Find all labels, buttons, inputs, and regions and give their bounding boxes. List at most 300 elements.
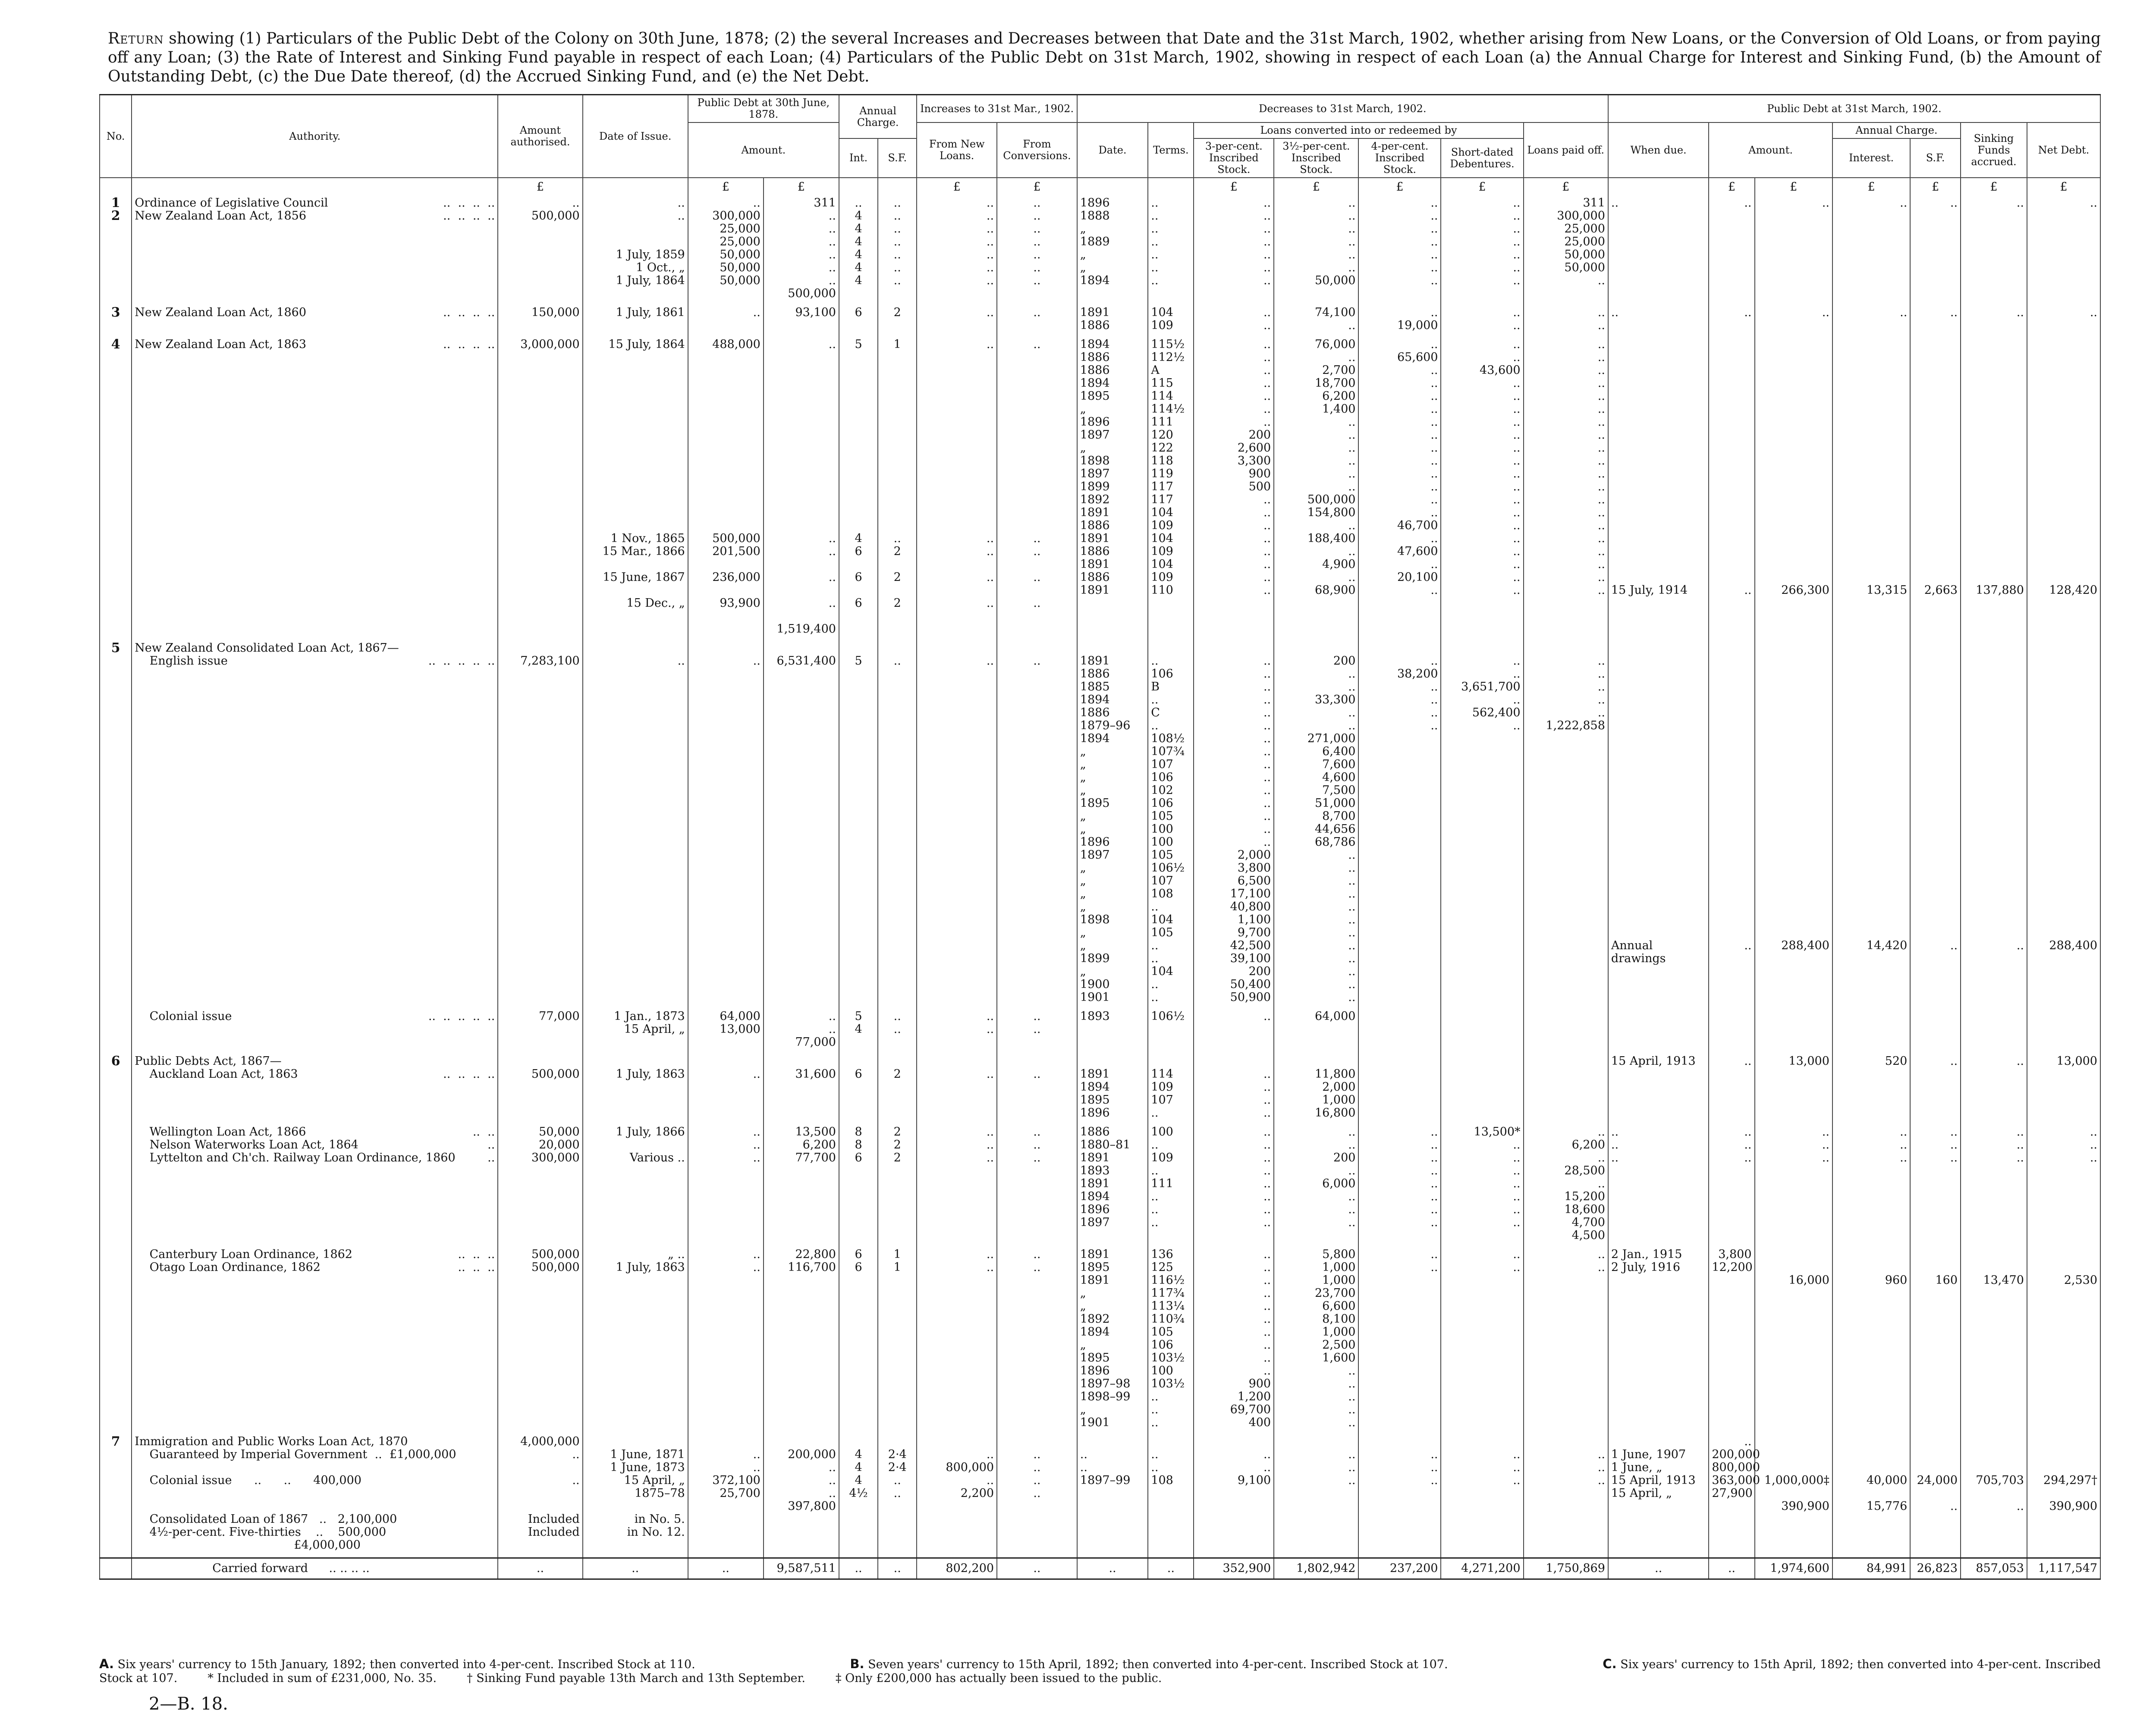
amount-1878-b-cell: 200,000 .. .. .. 397,800 xyxy=(764,1435,839,1552)
amount-authorised-cell: 500,000 500,000 xyxy=(498,1248,582,1430)
spacer-cell xyxy=(1524,1243,1608,1248)
spacer-cell xyxy=(1148,1430,1194,1435)
int-rate-cell: 8 8 6 xyxy=(839,1125,878,1243)
increase-conversions-cell: .. .. .. .. .. xyxy=(997,338,1077,636)
spacer-cell xyxy=(1832,1552,1910,1558)
spacer-cell xyxy=(1910,636,1961,641)
header-sinking-funds: Sinking Funds accrued. xyxy=(1961,122,2027,178)
int-rate-cell: 6 6 xyxy=(839,1248,878,1430)
authority-name: Public Debts Act, 1867— Auckland Loan Act, 1863 xyxy=(135,1054,298,1081)
spacer-cell xyxy=(132,1120,498,1125)
three-pc-stock-cell: .. .. .. .. .. .. .. 200 2,600 3,300 900 500 .. .. .. .. .. .. .. .. xyxy=(1194,338,1274,636)
total-loans-paid-off: 1,750,869 xyxy=(1524,1558,1608,1579)
interest-1902-cell: 960 xyxy=(1832,1248,1910,1430)
spacer-cell xyxy=(2027,301,2100,306)
four-pc-stock-cell: .. 65,600 .. .. .. .. .. .. .. .. .. .. .. .. 46,700 .. 47,600 .. 20,100 .. xyxy=(1358,338,1441,636)
authority-cell xyxy=(132,1435,498,1552)
spacer-cell xyxy=(917,1004,997,1010)
three-pc-stock-cell: .. .. .. .. .. .. .. .. xyxy=(1194,1125,1274,1243)
spacer-cell xyxy=(1608,1049,1709,1054)
increase-new-loans-cell: .. .. xyxy=(917,1010,997,1049)
spacer-cell xyxy=(997,1430,1077,1435)
spacer-cell xyxy=(764,1049,839,1054)
header-interest: Interest. xyxy=(1832,138,1910,178)
spacer-cell xyxy=(132,333,498,338)
increase-conversions-cell: .. xyxy=(997,1054,1077,1120)
int-rate-cell: 4 4 4 4½ xyxy=(839,1435,878,1552)
sf-1902-cell: .. xyxy=(1910,196,1961,301)
spacer-cell xyxy=(1608,301,1709,306)
header-amount-1878: Amount. xyxy=(688,122,839,178)
sf-1902-cell xyxy=(1910,1010,1961,1049)
amount-authorised-cell: 500,000 xyxy=(498,1054,582,1120)
spacer-cell xyxy=(1524,1049,1608,1054)
spacer-cell xyxy=(498,1430,582,1435)
spacer-cell xyxy=(1832,301,1910,306)
amount-1902-a-cell: .. .. .. xyxy=(1709,1125,1754,1243)
amount-1878-a-cell: .. 300,000 25,000 25,000 50,000 50,000 50,000 xyxy=(688,196,764,301)
spacer-cell xyxy=(764,1120,839,1125)
spacer-cell xyxy=(764,636,839,641)
spacer-cell xyxy=(839,333,878,338)
footnote-double-dagger: ‡ Only £200,000 has actually been issued to the public. xyxy=(836,1672,1162,1685)
spacer-cell xyxy=(2027,1430,2100,1435)
spacer-cell xyxy=(1358,1552,1441,1558)
spacer-row xyxy=(100,1120,2100,1125)
spacer-cell xyxy=(997,1243,1077,1248)
spacer-cell xyxy=(839,636,878,641)
total-amount-1878: 9,587,511 xyxy=(764,1558,839,1579)
spacer-cell xyxy=(1524,636,1608,641)
amount-1902-a-cell: .. xyxy=(1709,1054,1754,1120)
when-due-cell: 15 April, 1913 xyxy=(1608,1054,1709,1120)
spacer-cell xyxy=(2027,333,2100,338)
table-row xyxy=(100,1248,2100,1430)
header-annual-charge-1902: Annual Charge. xyxy=(1832,122,1961,138)
total-new-loans: 802,200 xyxy=(917,1558,997,1579)
footnote-a-key: A. xyxy=(99,1657,114,1671)
amount-authorised-cell: .. 500,000 xyxy=(498,196,582,301)
four-pc-stock-cell xyxy=(1358,1054,1441,1120)
pound-sign: £ xyxy=(997,178,1077,196)
table-row xyxy=(100,196,2100,301)
spacer-cell xyxy=(878,636,917,641)
net-debt-cell: 128,420 xyxy=(2027,338,2100,636)
header-terms: Terms. xyxy=(1148,122,1194,178)
leader-dots: .. .. .. .. xyxy=(329,1562,370,1575)
spacer-cell xyxy=(1524,1430,1608,1435)
spacer-cell xyxy=(132,1430,498,1435)
table-row xyxy=(100,338,2100,636)
footnote-b-text: Seven years' currency to 15th April, 1892; then converted into 4-per-cent. Inscribed Stock at 107. xyxy=(868,1658,1448,1671)
spacer-cell xyxy=(1832,1243,1910,1248)
spacer-cell xyxy=(1441,1049,1523,1054)
pound-sign: £ xyxy=(688,178,764,196)
four-pc-stock-cell xyxy=(1358,1010,1441,1049)
footnote-a xyxy=(99,1657,695,1672)
sinking-funds-accrued-cell: .. .. .. xyxy=(1961,1125,2027,1243)
increase-conversions-cell: .. .. xyxy=(997,1010,1077,1049)
spacer-cell xyxy=(1608,1552,1709,1558)
three-half-pc-stock-cell: 64,000 xyxy=(1274,1010,1358,1049)
spacer-cell xyxy=(1709,1120,1754,1125)
footnotes xyxy=(99,1657,2101,1685)
header-four-pc: 4-per-cent. Inscribed Stock. xyxy=(1358,138,1441,178)
amount-1878-a-cell: .. .. .. xyxy=(688,1125,764,1243)
sf-rate-cell: .. .. .. .. .. .. .. xyxy=(878,196,917,301)
spacer-row xyxy=(100,333,2100,338)
spacer-cell xyxy=(1274,1430,1358,1435)
spacer-cell xyxy=(583,1430,688,1435)
footnote-dagger: † Sinking Fund payable 13th March and 13th September. xyxy=(467,1672,805,1685)
spacer-cell xyxy=(2027,1552,2100,1558)
three-half-pc-stock-cell: .. .. 200 .. 6,000 .. .. .. xyxy=(1274,1125,1358,1243)
spacer-cell xyxy=(132,301,498,306)
increase-new-loans-cell: .. xyxy=(917,306,997,333)
spacer-cell xyxy=(1755,333,1832,338)
spacer-cell xyxy=(917,1049,997,1054)
spacer-cell xyxy=(1709,1049,1754,1054)
sinking-funds-accrued-cell: 705,703 .. xyxy=(1961,1435,2027,1552)
spacer-row xyxy=(100,1004,2100,1010)
spacer-cell xyxy=(132,636,498,641)
net-debt-cell: 294,297† 390,900 xyxy=(2027,1435,2100,1552)
amount-1878-b-cell: .. .. .. .. .. 1,519,400 xyxy=(764,338,839,636)
interest-1902-cell: 14,420 xyxy=(1832,641,1910,1004)
spacer-cell xyxy=(1961,1552,2027,1558)
when-due-cell: .. xyxy=(1608,306,1709,333)
three-half-pc-stock-cell: 11,800 2,000 1,000 16,800 xyxy=(1274,1054,1358,1120)
four-pc-stock-cell: .. .. .. .. .. .. .. .. xyxy=(1358,1125,1441,1243)
amount-1902-b-cell xyxy=(1755,1010,1832,1049)
spacer-cell xyxy=(1755,1430,1832,1435)
spacer-cell xyxy=(1910,1004,1961,1010)
spacer-cell xyxy=(1961,1430,2027,1435)
terms-cell: .. .. .. .. .. .. .. xyxy=(1148,196,1194,301)
when-due-cell: Annual drawings xyxy=(1608,641,1709,1004)
spacer-cell xyxy=(1524,1004,1608,1010)
four-pc-stock-cell: .. .. .. xyxy=(1358,1435,1441,1552)
row-number-cell xyxy=(100,1125,132,1243)
header-short-dated: Short-dated Debentures. xyxy=(1441,138,1523,178)
spacer-cell xyxy=(1441,1004,1523,1010)
increase-conversions-cell: .. .. xyxy=(997,1248,1077,1430)
spacer-cell xyxy=(839,1430,878,1435)
spacer-cell xyxy=(1832,1120,1910,1125)
interest-1902-cell: 520 xyxy=(1832,1054,1910,1120)
spacer-cell xyxy=(1608,1243,1709,1248)
authority-name: Immigration and Public Works Loan Act, 1870 Guaranteed by Imperial Government .. £1,000,000 Colonial issue .. .. 400,000 Consolidated Loan of 1867 .. 2,100,000 4½-per-cent. Five-thirties .. 500,000 £4,000,000 xyxy=(135,1435,456,1552)
total-amount-authorised: .. xyxy=(498,1558,582,1579)
footnote-b-key: B. xyxy=(850,1657,864,1671)
spacer-cell xyxy=(839,1552,878,1558)
sf-rate-cell: 1 .. 2 2 2 xyxy=(878,338,917,636)
row-number-cell xyxy=(100,1248,132,1430)
amount-1902-b-cell: .. xyxy=(1755,196,1832,301)
interest-1902-cell xyxy=(1832,1010,1910,1049)
spacer-cell xyxy=(1194,1049,1274,1054)
net-debt-cell: .. xyxy=(2027,306,2100,333)
spacer-cell xyxy=(764,1552,839,1558)
spacer-cell xyxy=(764,1243,839,1248)
header-debt-1902: Public Debt at 31st March, 1902. xyxy=(1608,95,2100,123)
pound-sign: £ xyxy=(2027,178,2100,196)
four-pc-stock-cell: .. .. xyxy=(1358,1248,1441,1430)
spacer-cell xyxy=(1441,301,1523,306)
spacer-cell xyxy=(583,1049,688,1054)
spacer-cell xyxy=(583,1552,688,1558)
amount-1902-a-cell: .. 200,000 800,000 363,000 27,900 xyxy=(1709,1435,1754,1552)
row-number-cell: 5 xyxy=(100,641,132,1004)
decrease-date-cell: 1893 xyxy=(1077,1010,1148,1049)
amount-1878-b-cell: 31,600 xyxy=(764,1054,839,1120)
spacer-cell xyxy=(1524,333,1608,338)
total-terms: .. xyxy=(1148,1558,1194,1579)
terms-cell: 106½ xyxy=(1148,1010,1194,1049)
sinking-funds-accrued-cell: 137,880 xyxy=(1961,338,2027,636)
pound-sign: £ xyxy=(1910,178,1961,196)
spacer-cell xyxy=(100,1004,132,1010)
spacer-cell xyxy=(917,301,997,306)
header-converted-by: Loans converted into or redeemed by xyxy=(1194,122,1523,138)
carried-forward-row xyxy=(100,1558,2100,1579)
leader-dots: .. .. .. .. xyxy=(443,306,495,319)
int-rate-cell: .. 4 4 4 4 4 4 xyxy=(839,196,878,301)
table-row xyxy=(100,1435,2100,1552)
spacer-cell xyxy=(1077,1552,1148,1558)
spacer-cell xyxy=(1441,636,1523,641)
spacer-cell xyxy=(1608,1120,1709,1125)
leader-dots: .. .. .. .. xyxy=(472,1125,495,1164)
spacer-cell xyxy=(1910,333,1961,338)
when-due-cell: .. xyxy=(1608,196,1709,301)
spacer-cell xyxy=(997,1004,1077,1010)
total-four-pc: 237,200 xyxy=(1358,1558,1441,1579)
total-date: .. xyxy=(1077,1558,1148,1579)
spacer-cell xyxy=(2027,1243,2100,1248)
footnote-c-continued: Stock at 107. xyxy=(99,1672,178,1685)
header-date: Date. xyxy=(1077,122,1148,178)
sf-1902-cell: 160 xyxy=(1910,1248,1961,1430)
spacer-cell xyxy=(132,1243,498,1248)
spacer-cell xyxy=(997,333,1077,338)
spacer-cell xyxy=(1709,1004,1754,1010)
decrease-date-cell: 1896 1888 „ 1889 „ „ 1894 xyxy=(1077,196,1148,301)
short-dated-debentures-cell: .. .. 3,651,700 .. 562,400 .. xyxy=(1441,641,1523,1004)
spacer-cell xyxy=(1709,1243,1754,1248)
total-short-dated: 4,271,200 xyxy=(1441,1558,1523,1579)
amount-authorised-cell: 77,000 xyxy=(498,1010,582,1049)
sinking-funds-accrued-cell: .. xyxy=(1961,641,2027,1004)
header-amount-authorised: Amount authorised. xyxy=(498,95,582,178)
int-rate-cell: 6 xyxy=(839,1054,878,1120)
amount-1902-a-cell: .. xyxy=(1709,306,1754,333)
spacer-cell xyxy=(1148,1552,1194,1558)
leader-dots: .. .. .. .. .. xyxy=(428,654,495,668)
spacer-cell xyxy=(997,1552,1077,1558)
spacer-cell xyxy=(1524,1120,1608,1125)
spacer-cell xyxy=(764,1430,839,1435)
date-of-issue-cell: 1 July, 1861 xyxy=(583,306,688,333)
sf-1902-cell: 2,663 xyxy=(1910,338,1961,636)
amount-authorised-cell: 7,283,100 xyxy=(498,641,582,1004)
spacer-cell xyxy=(498,1552,582,1558)
sf-rate-cell: 1 1 xyxy=(878,1248,917,1430)
terms-cell: .. 106 B .. C .. 108½ 107¾ 107 106 102 106 105 100 100 105 106½ 107 108 .. 104 105 .. .. 104 .. .. xyxy=(1148,641,1194,1004)
spacer-row xyxy=(100,1049,2100,1054)
header-increases: Increases to 31st Mar., 1902. xyxy=(917,95,1077,123)
loans-paid-off-cell: .. .. xyxy=(1524,1248,1608,1430)
spacer-cell xyxy=(1755,1049,1832,1054)
three-half-pc-stock-cell: 76,000 .. 2,700 18,700 6,200 1,400 .. .. .. .. .. .. 500,000 154,800 .. 188,400 .. 4,900 .. 68,900 xyxy=(1274,338,1358,636)
three-pc-stock-cell: .. xyxy=(1194,1010,1274,1049)
decrease-date-cell: 1886 1880–81 1891 1893 1891 1894 1896 1897 xyxy=(1077,1125,1148,1243)
amount-1902-a-cell: 3,800 12,200 xyxy=(1709,1248,1754,1430)
row-number-cell: 7 xyxy=(100,1435,132,1552)
spacer-cell xyxy=(764,1004,839,1010)
amount-1878-b-cell: 93,100 xyxy=(764,306,839,333)
increase-new-loans-cell: .. .. .. .. .. xyxy=(917,338,997,636)
leader-dots: .. .. .. .. .. .. .. .. xyxy=(443,196,495,223)
spacer-cell xyxy=(1709,1552,1754,1558)
spacer-cell xyxy=(1077,1430,1148,1435)
spacer-cell xyxy=(583,333,688,338)
table-row xyxy=(100,641,2100,1004)
spacer-cell xyxy=(1077,1120,1148,1125)
date-of-issue-cell: 1 Jan., 1873 15 April, „ xyxy=(583,1010,688,1049)
carried-forward-label: Carried forward xyxy=(212,1562,308,1575)
amount-1878-b-cell: .. .. 77,000 xyxy=(764,1010,839,1049)
spacer-cell xyxy=(1709,636,1754,641)
spacer-cell xyxy=(2027,1049,2100,1054)
when-due-cell xyxy=(1608,1010,1709,1049)
decrease-date-cell: 1891 1886 1885 1894 1886 1879–96 1894 „ „ „ „ 1895 „ „ 1896 1897 „ „ „ „ 1898 „ „ 1899 „ 1900 1901 xyxy=(1077,641,1148,1004)
total-amount-1902-a: .. xyxy=(1709,1558,1754,1579)
spacer-cell xyxy=(498,1049,582,1054)
interest-1902-cell: .. xyxy=(1832,196,1910,301)
short-dated-debentures-cell: .. .. xyxy=(1441,306,1523,333)
table-caption xyxy=(108,29,2101,86)
four-pc-stock-cell: .. 38,200 .. .. .. .. xyxy=(1358,641,1441,1004)
amount-1902-a-cell xyxy=(1709,1010,1754,1049)
spacer-cell xyxy=(1910,1552,1961,1558)
date-of-issue-cell: 1 June, 1871 1 June, 1873 15 April, „ 1875–78 in No. 5. in No. 12. xyxy=(583,1435,688,1552)
spacer-cell xyxy=(1148,333,1194,338)
total-amount-1878-a: .. xyxy=(688,1558,764,1579)
increase-conversions-cell: .. xyxy=(997,641,1077,1004)
date-of-issue-cell: 1 July, 1863 xyxy=(583,1054,688,1120)
amount-1902-a-cell: .. xyxy=(1709,196,1754,301)
spacer-cell xyxy=(878,1049,917,1054)
total-amount-1902: 1,974,600 xyxy=(1755,1558,1832,1579)
four-pc-stock-cell: .. .. .. .. .. .. .. xyxy=(1358,196,1441,301)
short-dated-debentures-cell: .. .. xyxy=(1441,1248,1523,1430)
spacer-row xyxy=(100,301,2100,306)
spacer-cell xyxy=(764,301,839,306)
three-pc-stock-cell: .. .. .. .. .. .. .. .. .. .. 900 1,200 69,700 400 xyxy=(1194,1248,1274,1430)
authority-name: New Zealand Loan Act, 1863 xyxy=(135,338,307,351)
footnote-a-text: Six years' currency to 15th January, 1892; then converted into 4-per-cent. Inscribed Stock at 110. xyxy=(117,1658,695,1671)
table-row xyxy=(100,1125,2100,1243)
spacer-cell xyxy=(1148,1049,1194,1054)
three-half-pc-stock-cell: .. .. .. xyxy=(1274,1435,1358,1552)
spacer-cell xyxy=(878,333,917,338)
spacer-cell xyxy=(1148,636,1194,641)
currency-units-row xyxy=(100,178,2100,196)
total-net-debt: 1,117,547 xyxy=(2027,1558,2100,1579)
spacer-cell xyxy=(583,636,688,641)
spacer-cell xyxy=(583,1243,688,1248)
total-three-half-pc: 1,802,942 xyxy=(1274,1558,1358,1579)
table-row xyxy=(100,306,2100,333)
spacer-cell xyxy=(1358,1120,1441,1125)
decrease-date-cell: .. .. 1897–99 xyxy=(1077,1435,1148,1552)
spacer-cell xyxy=(688,1430,764,1435)
short-dated-debentures-cell: .. .. .. .. .. .. .. xyxy=(1441,196,1523,301)
spacer-cell xyxy=(839,1243,878,1248)
interest-1902-cell: .. xyxy=(1832,306,1910,333)
loans-paid-off-cell: .. .. xyxy=(1524,306,1608,333)
spacer-cell xyxy=(1608,1430,1709,1435)
sf-1902-cell: .. xyxy=(1910,306,1961,333)
pound-sign: £ xyxy=(1961,178,2027,196)
sinking-funds-accrued-cell: .. xyxy=(1961,196,2027,301)
authority-cell xyxy=(132,1010,498,1049)
footnote-c-key: C. xyxy=(1603,1657,1617,1671)
spacer-cell xyxy=(688,1552,764,1558)
spacer-cell xyxy=(1832,333,1910,338)
spacer-cell xyxy=(1961,636,2027,641)
when-due-cell: 1 June, 1907 1 June, „ 15 April, 1913 15 April, „ xyxy=(1608,1435,1709,1552)
spacer-cell xyxy=(688,1004,764,1010)
spacer-cell xyxy=(1441,1430,1523,1435)
three-half-pc-stock-cell: .. .. .. .. .. .. 50,000 xyxy=(1274,196,1358,301)
int-rate-cell: 5 xyxy=(839,641,878,1004)
date-of-issue-cell: 15 July, 1864 1 Nov., 1865 15 Mar., 1866 15 June, 1867 15 Dec., „ xyxy=(583,338,688,636)
header-loans-paid-off: Loans paid off. xyxy=(1524,122,1608,178)
sf-1902-cell: 24,000 .. xyxy=(1910,1435,1961,1552)
amount-1878-a-cell: 64,000 13,000 xyxy=(688,1010,764,1049)
sf-rate-cell: 2 xyxy=(878,1054,917,1120)
authority-cell xyxy=(132,1054,498,1120)
spacer-cell xyxy=(1832,636,1910,641)
amount-1902-b-cell: .. .. .. xyxy=(1755,1125,1832,1243)
footnote-b xyxy=(850,1657,1448,1672)
authority-name: Canterbury Loan Ordinance, 1862 Otago Loan Ordinance, 1862 xyxy=(149,1248,352,1274)
caption-text: showing (1) Particulars of the Public Debt of the Colony on 30th June, 1878; (2) the several Increases and Decreases between that Date and the 31st March, 1902, whether arising from New Loans, or the Conversion of Old Loans, or from paying off any Loan; (3) the Rate of Interest and Sinking Fund payable in respect of each Loan; (4) Particulars of the Public Debt on 31st March, 1902, showing in respect of each Loan (a) the Annual Charge for Interest and Sinking Fund, (b) the Amount of Outstanding Debt, (c) the Due Date thereof, (d) the Accrued Sinking Fund, and (e) the Net Debt. xyxy=(108,30,2101,85)
spacer-cell xyxy=(764,333,839,338)
increase-conversions-cell: .. .. .. xyxy=(997,1125,1077,1243)
date-of-issue-cell: 1 July, 1866 Various .. xyxy=(583,1125,688,1243)
spacer-cell xyxy=(878,1004,917,1010)
spacer-cell xyxy=(1194,333,1274,338)
public-debt-return-table xyxy=(99,94,2101,1580)
total-int: .. xyxy=(839,1558,878,1579)
amount-authorised-cell: 150,000 xyxy=(498,306,582,333)
spacer-cell xyxy=(1608,1004,1709,1010)
spacer-cell xyxy=(498,301,582,306)
spacer-cell xyxy=(1961,1004,2027,1010)
spacer-cell xyxy=(1274,1049,1358,1054)
pound-sign: £ xyxy=(1274,178,1358,196)
total-when-due: .. xyxy=(1608,1558,1709,1579)
spacer-cell xyxy=(1274,1243,1358,1248)
spacer-cell xyxy=(917,1120,997,1125)
spacer-cell xyxy=(1441,333,1523,338)
amount-1902-b-cell: 288,400 xyxy=(1755,641,1832,1004)
header-three-half-pc: 3½-per-cent. Inscribed Stock. xyxy=(1274,138,1358,178)
authority-name: Wellington Loan Act, 1866 Nelson Waterworks Loan Act, 1864 Lyttelton and Ch'ch. Railway Loan Ordinance, 1860 xyxy=(149,1125,456,1164)
